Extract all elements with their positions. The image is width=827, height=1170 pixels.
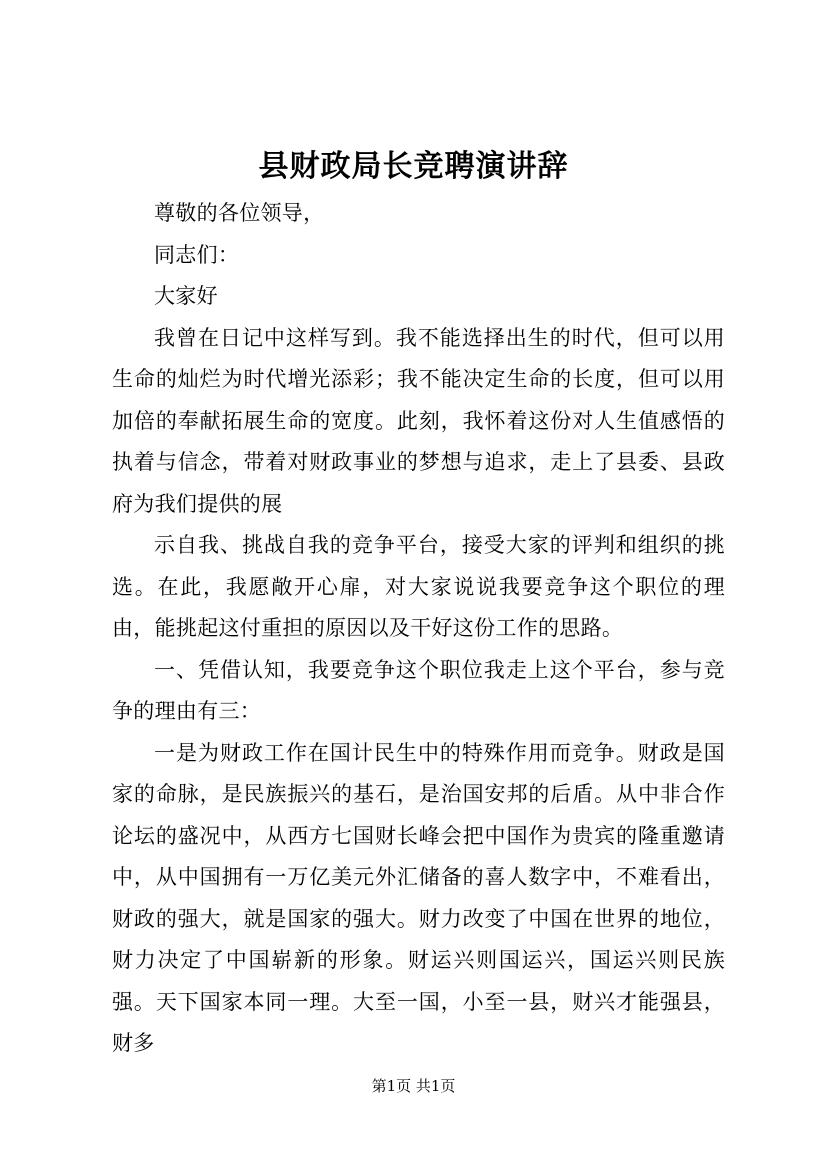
paragraph-salutation-leaders: 尊敬的各位领导， xyxy=(154,201,325,225)
document-body xyxy=(112,193,725,1065)
paragraph-intro: 我曾在日记中这样写到。我不能选择出生的时代，但可以用生命的灿烂为时代增光添彩；我不能决定生命的长度，但可以用加倍的奉献拓展生命的宽度。此刻，我怀着这份对人生值感悟的执着与信念，带着对财政事业的梦想与追求，走上了县委、县政府为我们提供的展 xyxy=(112,325,725,516)
document-title: 县财政局长竞聘演讲辞 xyxy=(258,149,569,184)
page-footer: 第1页 共1页 xyxy=(371,1077,456,1095)
paragraph-salutation-comrades: 同志们： xyxy=(154,242,240,267)
paragraph-intro-continued: 示自我、挑战自我的竞争平台，接受大家的评判和组织的挑选。在此，我愿敞开心扉，对大家说说我要竞争这个职位的理由，能挑起这付重担的原因以及干好这份工作的思路。 xyxy=(112,533,725,640)
paragraph-greeting: 大家好 xyxy=(154,284,218,308)
paragraph-reason-one: 一是为财政工作在国计民生中的特殊作用而竞争。财政是国家的命脉，是民族振兴的基石，是治国安邦的后盾。从中非合作论坛的盛况中，从西方七国财长峰会把中国作为贵宾的隆重邀请中，从中国拥有一万亿美元外汇储备的喜人数字中，不难看出，财政的强大，就是国家的强大。财力改变了中国在世界的地位，财力决定了中国崭新的形象。财运兴则国运兴，国运兴则民族强。天下国家本同一理。大至一国，小至一县，财兴才能强县，财多 xyxy=(112,740,725,1055)
paragraph-section-one-heading: 一、凭借认知，我要竞争这个职位我走上这个平台，参与竞争的理由有三： xyxy=(112,657,725,723)
